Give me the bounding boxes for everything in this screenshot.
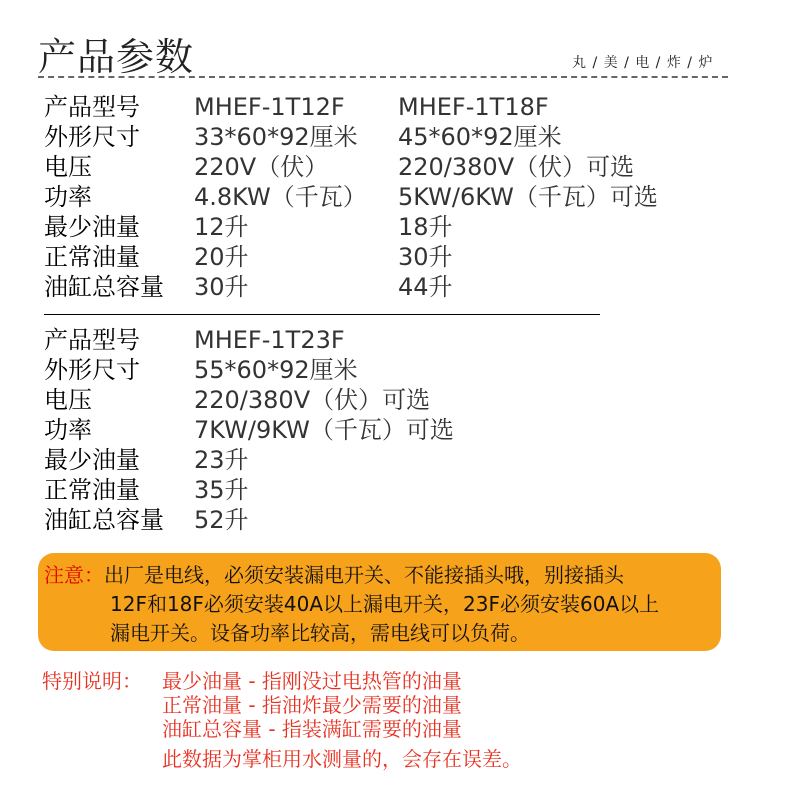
value-23f: 52升 — [194, 506, 249, 534]
row-label: 油缸总容量 — [44, 273, 164, 301]
section-divider — [44, 314, 600, 315]
value-18f: 30升 — [398, 243, 453, 271]
installation-notice-box — [38, 553, 721, 651]
special-note-label: 特别说明： — [42, 669, 142, 693]
value-18f: 45*60*92厘米 — [398, 123, 562, 151]
value-23f: 35升 — [194, 476, 249, 504]
value-23f: MHEF-1T23F — [194, 326, 345, 354]
value-18f: 18升 — [398, 213, 453, 241]
brand-name: 丸 / 美 / 电 / 炸 / 炉 — [572, 55, 714, 71]
value-12f: 4.8KW（千瓦） — [194, 183, 367, 211]
value-18f: MHEF-1T18F — [398, 93, 549, 121]
notice-line-1 — [44, 561, 624, 589]
row-label: 正常油量 — [44, 243, 140, 271]
row-label: 产品型号 — [44, 93, 140, 121]
value-12f: 20升 — [194, 243, 249, 271]
row-label: 电压 — [44, 386, 92, 414]
value-23f: 220/380V（伏）可选 — [194, 386, 431, 414]
value-12f: 33*60*92厘米 — [194, 123, 358, 151]
special-note-line: 正常油量 - 指油炸最少需要的油量 — [162, 693, 462, 717]
special-note-line: 油缸总容量 - 指装满缸需要的油量 — [162, 717, 462, 741]
header-divider — [38, 76, 728, 78]
row-label: 正常油量 — [44, 476, 140, 504]
special-note-line: 此数据为掌柜用水测量的，会存在误差。 — [162, 747, 522, 771]
row-label: 电压 — [44, 153, 92, 181]
row-label: 功率 — [44, 416, 92, 444]
notice-line-2: 12F和18F必须安装40A以上漏电开关，23F必须安装60A以上 — [110, 592, 660, 616]
value-23f: 23升 — [194, 446, 249, 474]
value-12f: MHEF-1T12F — [194, 93, 345, 121]
special-note-line: 最少油量 - 指刚没过电热管的油量 — [162, 669, 462, 693]
value-23f: 55*60*92厘米 — [194, 356, 358, 384]
value-12f: 12升 — [194, 213, 249, 241]
notice-prefix: 注意： — [44, 563, 104, 587]
row-label: 最少油量 — [44, 446, 140, 474]
value-12f: 30升 — [194, 273, 249, 301]
notice-line-3: 漏电开关。设备功率比较高，需电线可以负荷。 — [110, 621, 530, 645]
value-23f: 7KW/9KW（千瓦）可选 — [194, 416, 454, 444]
value-18f: 5KW/6KW（千瓦）可选 — [398, 183, 658, 211]
notice-text: 出厂是电线，必须安装漏电开关、不能接插头哦，别接插头 — [104, 563, 624, 587]
row-label: 外形尺寸 — [44, 123, 140, 151]
page-title: 产品参数 — [38, 35, 195, 79]
row-label: 功率 — [44, 183, 92, 211]
value-12f: 220V（伏） — [194, 153, 329, 181]
value-18f: 220/380V（伏）可选 — [398, 153, 635, 181]
row-label: 油缸总容量 — [44, 506, 164, 534]
row-label: 最少油量 — [44, 213, 140, 241]
row-label: 外形尺寸 — [44, 356, 140, 384]
row-label: 产品型号 — [44, 326, 140, 354]
value-18f: 44升 — [398, 273, 453, 301]
